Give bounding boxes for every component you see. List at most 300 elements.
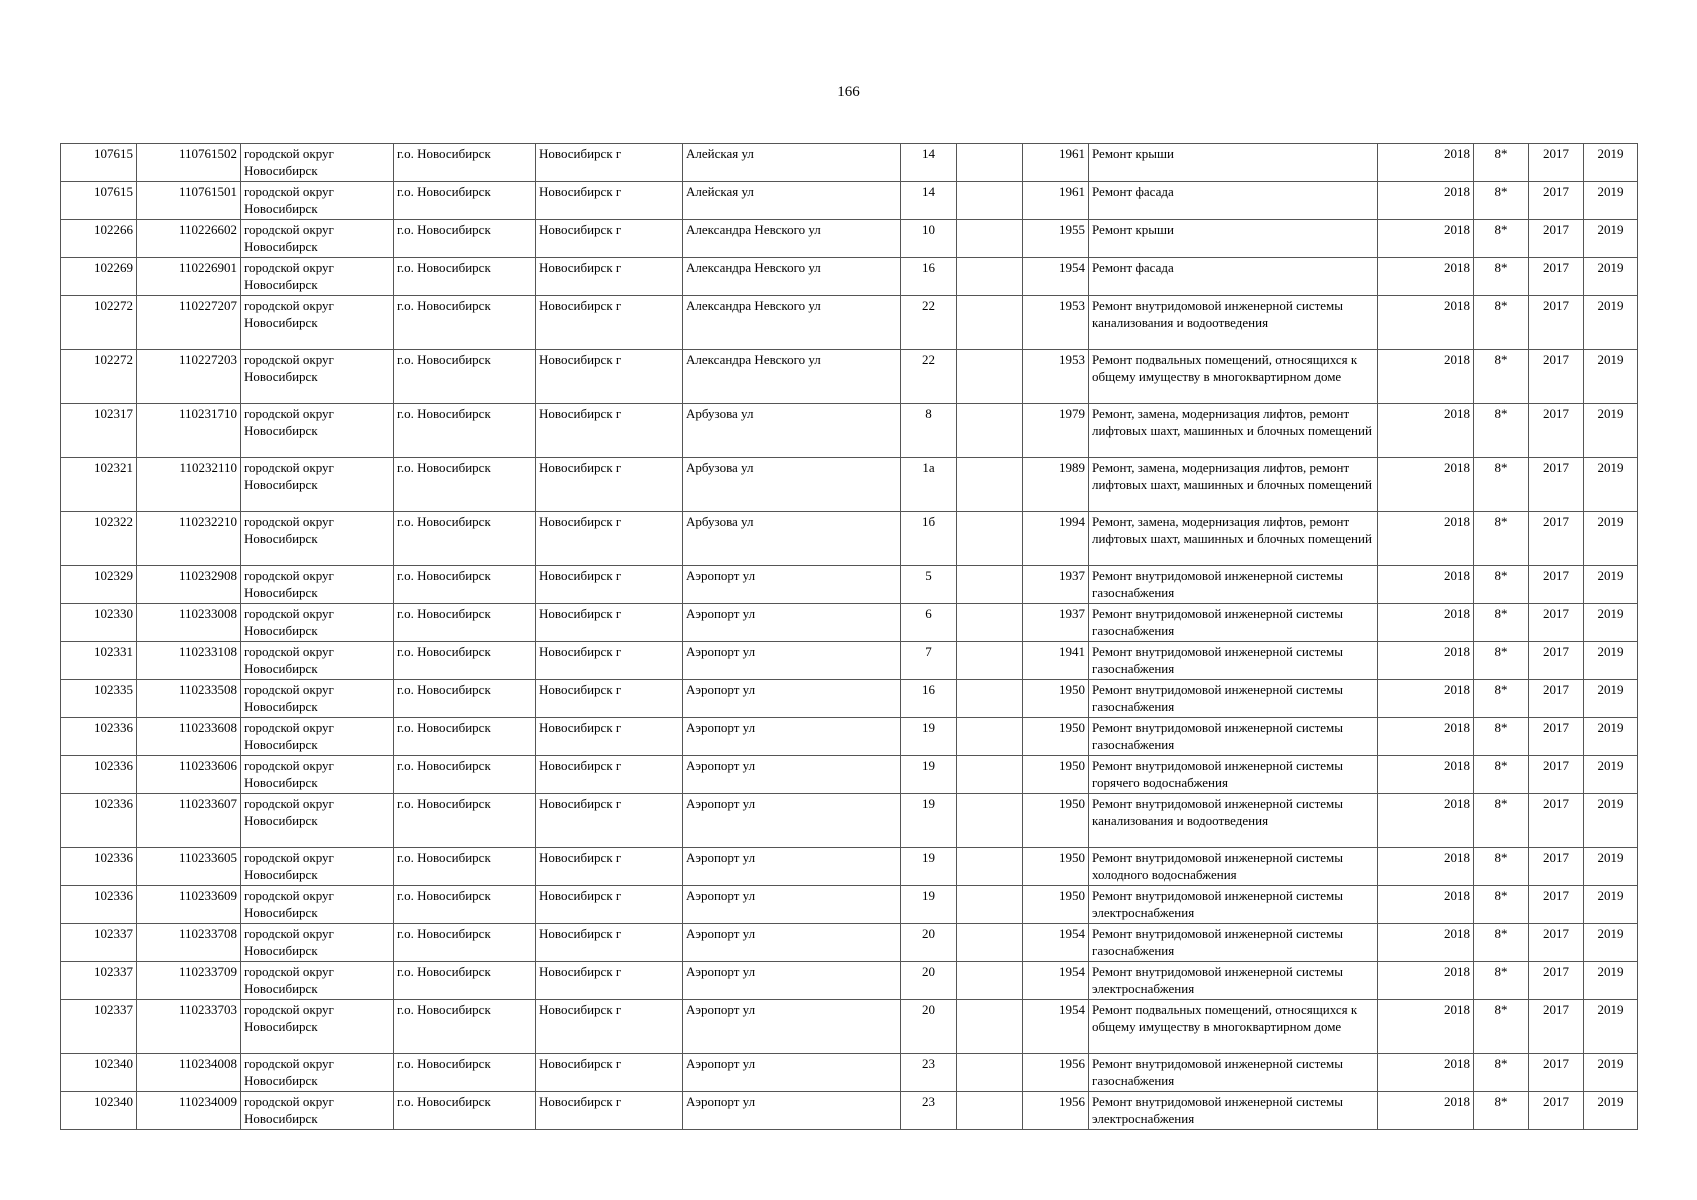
empty-cell-cell	[957, 886, 1023, 924]
mark-cell: 8*	[1474, 182, 1529, 220]
build-year-cell: 1950	[1023, 756, 1089, 794]
municipal-district-cell: городской округ Новосибирск	[241, 220, 394, 258]
plan-year-cell: 2018	[1378, 642, 1474, 680]
mark-cell: 8*	[1474, 512, 1529, 566]
table-row	[61, 848, 1638, 886]
build-year-cell: 1954	[1023, 1000, 1089, 1054]
period-end-cell: 2019	[1584, 718, 1638, 756]
build-year-cell: 1954	[1023, 962, 1089, 1000]
work-code-cell: 110233608	[137, 718, 241, 756]
mark-cell: 8*	[1474, 642, 1529, 680]
plan-year-cell: 2018	[1378, 1054, 1474, 1092]
table-row	[61, 458, 1638, 512]
plan-year-cell: 2018	[1378, 1000, 1474, 1054]
house-number-cell: 14	[901, 182, 957, 220]
work-code-cell: 110233508	[137, 680, 241, 718]
street-cell: Аэропорт ул	[683, 1054, 901, 1092]
build-year-cell: 1954	[1023, 924, 1089, 962]
build-year-cell: 1950	[1023, 718, 1089, 756]
plan-year-cell: 2018	[1378, 220, 1474, 258]
table-row	[61, 1092, 1638, 1130]
build-year-cell: 1950	[1023, 886, 1089, 924]
work-code-cell: 110226901	[137, 258, 241, 296]
work-code-cell: 110232908	[137, 566, 241, 604]
period-end-cell: 2019	[1584, 642, 1638, 680]
period-start-cell: 2017	[1529, 794, 1584, 848]
record-id-cell: 102336	[61, 794, 137, 848]
urban-district-cell: г.о. Новосибирск	[394, 924, 536, 962]
mark-cell: 8*	[1474, 1092, 1529, 1130]
build-year-cell: 1937	[1023, 566, 1089, 604]
work-type-cell: Ремонт внутридомовой инженерной системы электроснабжения	[1089, 1092, 1378, 1130]
period-start-cell: 2017	[1529, 350, 1584, 404]
urban-district-cell: г.о. Новосибирск	[394, 1054, 536, 1092]
house-number-cell: 19	[901, 848, 957, 886]
table-row	[61, 604, 1638, 642]
page-number: 166	[837, 84, 860, 100]
urban-district-cell: г.о. Новосибирск	[394, 512, 536, 566]
build-year-cell: 1979	[1023, 404, 1089, 458]
empty-cell-cell	[957, 258, 1023, 296]
city-cell: Новосибирск г	[536, 604, 683, 642]
work-code-cell: 110233709	[137, 962, 241, 1000]
empty-cell-cell	[957, 848, 1023, 886]
mark-cell: 8*	[1474, 350, 1529, 404]
work-type-cell: Ремонт, замена, модернизация лифтов, ремонт лифтовых шахт, машинных и блочных помещений	[1089, 458, 1378, 512]
work-type-cell: Ремонт подвальных помещений, относящихся к общему имуществу в многоквартирном доме	[1089, 350, 1378, 404]
build-year-cell: 1989	[1023, 458, 1089, 512]
work-type-cell: Ремонт внутридомовой инженерной системы газоснабжения	[1089, 924, 1378, 962]
mark-cell: 8*	[1474, 962, 1529, 1000]
build-year-cell: 1941	[1023, 642, 1089, 680]
period-start-cell: 2017	[1529, 756, 1584, 794]
municipal-district-cell: городской округ Новосибирск	[241, 680, 394, 718]
period-start-cell: 2017	[1529, 144, 1584, 182]
work-type-cell: Ремонт внутридомовой инженерной системы горячего водоснабжения	[1089, 756, 1378, 794]
work-code-cell: 110232110	[137, 458, 241, 512]
municipal-district-cell: городской округ Новосибирск	[241, 258, 394, 296]
work-code-cell: 110761501	[137, 182, 241, 220]
work-type-cell: Ремонт фасада	[1089, 182, 1378, 220]
empty-cell-cell	[957, 404, 1023, 458]
record-id-cell: 102272	[61, 350, 137, 404]
table-row	[61, 182, 1638, 220]
mark-cell: 8*	[1474, 680, 1529, 718]
house-number-cell: 1б	[901, 512, 957, 566]
house-number-cell: 16	[901, 258, 957, 296]
period-start-cell: 2017	[1529, 1000, 1584, 1054]
city-cell: Новосибирск г	[536, 1000, 683, 1054]
municipal-district-cell: городской округ Новосибирск	[241, 886, 394, 924]
empty-cell-cell	[957, 1092, 1023, 1130]
plan-year-cell: 2018	[1378, 144, 1474, 182]
period-end-cell: 2019	[1584, 680, 1638, 718]
period-end-cell: 2019	[1584, 924, 1638, 962]
period-end-cell: 2019	[1584, 144, 1638, 182]
period-start-cell: 2017	[1529, 642, 1584, 680]
urban-district-cell: г.о. Новосибирск	[394, 642, 536, 680]
municipal-district-cell: городской округ Новосибирск	[241, 182, 394, 220]
record-id-cell: 102336	[61, 718, 137, 756]
record-id-cell: 102337	[61, 1000, 137, 1054]
empty-cell-cell	[957, 144, 1023, 182]
table-row	[61, 296, 1638, 350]
mark-cell: 8*	[1474, 220, 1529, 258]
municipal-district-cell: городской округ Новосибирск	[241, 756, 394, 794]
work-type-cell: Ремонт внутридомовой инженерной системы электроснабжения	[1089, 886, 1378, 924]
record-id-cell: 102336	[61, 886, 137, 924]
municipal-district-cell: городской округ Новосибирск	[241, 296, 394, 350]
city-cell: Новосибирск г	[536, 680, 683, 718]
build-year-cell: 1937	[1023, 604, 1089, 642]
build-year-cell: 1994	[1023, 512, 1089, 566]
municipal-district-cell: городской округ Новосибирск	[241, 1054, 394, 1092]
period-end-cell: 2019	[1584, 512, 1638, 566]
municipal-district-cell: городской округ Новосибирск	[241, 458, 394, 512]
empty-cell-cell	[957, 642, 1023, 680]
work-type-cell: Ремонт крыши	[1089, 144, 1378, 182]
house-number-cell: 22	[901, 350, 957, 404]
mark-cell: 8*	[1474, 1054, 1529, 1092]
empty-cell-cell	[957, 512, 1023, 566]
mark-cell: 8*	[1474, 848, 1529, 886]
empty-cell-cell	[957, 1000, 1023, 1054]
table-row	[61, 220, 1638, 258]
house-number-cell: 20	[901, 924, 957, 962]
work-type-cell: Ремонт крыши	[1089, 220, 1378, 258]
city-cell: Новосибирск г	[536, 512, 683, 566]
record-id-cell: 102340	[61, 1092, 137, 1130]
period-end-cell: 2019	[1584, 182, 1638, 220]
urban-district-cell: г.о. Новосибирск	[394, 566, 536, 604]
work-type-cell: Ремонт внутридомовой инженерной системы газоснабжения	[1089, 566, 1378, 604]
work-type-cell: Ремонт внутридомовой инженерной системы газоснабжения	[1089, 604, 1378, 642]
street-cell: Аэропорт ул	[683, 642, 901, 680]
table-row	[61, 886, 1638, 924]
mark-cell: 8*	[1474, 924, 1529, 962]
empty-cell-cell	[957, 794, 1023, 848]
urban-district-cell: г.о. Новосибирск	[394, 962, 536, 1000]
build-year-cell: 1956	[1023, 1054, 1089, 1092]
build-year-cell: 1954	[1023, 258, 1089, 296]
plan-year-cell: 2018	[1378, 404, 1474, 458]
street-cell: Аэропорт ул	[683, 794, 901, 848]
period-start-cell: 2017	[1529, 848, 1584, 886]
municipal-district-cell: городской округ Новосибирск	[241, 924, 394, 962]
municipal-district-cell: городской округ Новосибирск	[241, 350, 394, 404]
street-cell: Аэропорт ул	[683, 1000, 901, 1054]
work-code-cell: 110234008	[137, 1054, 241, 1092]
work-type-cell: Ремонт подвальных помещений, относящихся к общему имуществу в многоквартирном доме	[1089, 1000, 1378, 1054]
city-cell: Новосибирск г	[536, 642, 683, 680]
house-number-cell: 19	[901, 718, 957, 756]
table-row	[61, 756, 1638, 794]
work-code-cell: 110233008	[137, 604, 241, 642]
street-cell: Александра Невского ул	[683, 220, 901, 258]
street-cell: Аэропорт ул	[683, 604, 901, 642]
house-number-cell: 23	[901, 1054, 957, 1092]
work-code-cell: 110227203	[137, 350, 241, 404]
urban-district-cell: г.о. Новосибирск	[394, 680, 536, 718]
record-id-cell: 107615	[61, 144, 137, 182]
plan-year-cell: 2018	[1378, 604, 1474, 642]
municipal-district-cell: городской округ Новосибирск	[241, 604, 394, 642]
urban-district-cell: г.о. Новосибирск	[394, 258, 536, 296]
plan-year-cell: 2018	[1378, 258, 1474, 296]
work-code-cell: 110227207	[137, 296, 241, 350]
work-code-cell: 110234009	[137, 1092, 241, 1130]
street-cell: Александра Невского ул	[683, 296, 901, 350]
table-row	[61, 144, 1638, 182]
empty-cell-cell	[957, 924, 1023, 962]
period-end-cell: 2019	[1584, 962, 1638, 1000]
street-cell: Александра Невского ул	[683, 350, 901, 404]
city-cell: Новосибирск г	[536, 458, 683, 512]
street-cell: Аэропорт ул	[683, 848, 901, 886]
house-number-cell: 20	[901, 962, 957, 1000]
work-type-cell: Ремонт внутридомовой инженерной системы газоснабжения	[1089, 1054, 1378, 1092]
record-id-cell: 107615	[61, 182, 137, 220]
work-type-cell: Ремонт, замена, модернизация лифтов, ремонт лифтовых шахт, машинных и блочных помещений	[1089, 512, 1378, 566]
house-number-cell: 16	[901, 680, 957, 718]
street-cell: Алейская ул	[683, 144, 901, 182]
empty-cell-cell	[957, 296, 1023, 350]
mark-cell: 8*	[1474, 1000, 1529, 1054]
period-start-cell: 2017	[1529, 512, 1584, 566]
plan-year-cell: 2018	[1378, 566, 1474, 604]
house-number-cell: 19	[901, 794, 957, 848]
period-end-cell: 2019	[1584, 756, 1638, 794]
plan-year-cell: 2018	[1378, 794, 1474, 848]
work-code-cell: 110233703	[137, 1000, 241, 1054]
empty-cell-cell	[957, 756, 1023, 794]
urban-district-cell: г.о. Новосибирск	[394, 182, 536, 220]
table-row	[61, 924, 1638, 962]
street-cell: Алейская ул	[683, 182, 901, 220]
city-cell: Новосибирск г	[536, 1054, 683, 1092]
table-row	[61, 1000, 1638, 1054]
period-start-cell: 2017	[1529, 962, 1584, 1000]
work-code-cell: 110233609	[137, 886, 241, 924]
record-id-cell: 102329	[61, 566, 137, 604]
municipal-district-cell: городской округ Новосибирск	[241, 794, 394, 848]
work-code-cell: 110232210	[137, 512, 241, 566]
urban-district-cell: г.о. Новосибирск	[394, 886, 536, 924]
urban-district-cell: г.о. Новосибирск	[394, 794, 536, 848]
mark-cell: 8*	[1474, 718, 1529, 756]
city-cell: Новосибирск г	[536, 350, 683, 404]
urban-district-cell: г.о. Новосибирск	[394, 220, 536, 258]
table-row	[61, 962, 1638, 1000]
street-cell: Арбузова ул	[683, 512, 901, 566]
house-number-cell: 20	[901, 1000, 957, 1054]
city-cell: Новосибирск г	[536, 848, 683, 886]
period-end-cell: 2019	[1584, 886, 1638, 924]
street-cell: Аэропорт ул	[683, 886, 901, 924]
work-code-cell: 110233708	[137, 924, 241, 962]
city-cell: Новосибирск г	[536, 566, 683, 604]
period-start-cell: 2017	[1529, 220, 1584, 258]
work-type-cell: Ремонт внутридомовой инженерной системы газоснабжения	[1089, 718, 1378, 756]
work-code-cell: 110233606	[137, 756, 241, 794]
work-code-cell: 110226602	[137, 220, 241, 258]
municipal-district-cell: городской округ Новосибирск	[241, 512, 394, 566]
city-cell: Новосибирск г	[536, 404, 683, 458]
municipal-district-cell: городской округ Новосибирск	[241, 144, 394, 182]
period-start-cell: 2017	[1529, 718, 1584, 756]
street-cell: Александра Невского ул	[683, 258, 901, 296]
plan-year-cell: 2018	[1378, 296, 1474, 350]
empty-cell-cell	[957, 718, 1023, 756]
period-end-cell: 2019	[1584, 566, 1638, 604]
urban-district-cell: г.о. Новосибирск	[394, 604, 536, 642]
empty-cell-cell	[957, 1054, 1023, 1092]
house-number-cell: 5	[901, 566, 957, 604]
street-cell: Аэропорт ул	[683, 718, 901, 756]
period-start-cell: 2017	[1529, 182, 1584, 220]
house-number-cell: 8	[901, 404, 957, 458]
mark-cell: 8*	[1474, 886, 1529, 924]
house-number-cell: 1а	[901, 458, 957, 512]
record-id-cell: 102331	[61, 642, 137, 680]
record-id-cell: 102266	[61, 220, 137, 258]
table-row	[61, 258, 1638, 296]
urban-district-cell: г.о. Новосибирск	[394, 350, 536, 404]
city-cell: Новосибирск г	[536, 756, 683, 794]
table-row	[61, 404, 1638, 458]
street-cell: Аэропорт ул	[683, 1092, 901, 1130]
build-year-cell: 1955	[1023, 220, 1089, 258]
mark-cell: 8*	[1474, 258, 1529, 296]
repair-register-table	[60, 143, 1638, 1130]
period-start-cell: 2017	[1529, 1092, 1584, 1130]
city-cell: Новосибирск г	[536, 886, 683, 924]
urban-district-cell: г.о. Новосибирск	[394, 848, 536, 886]
empty-cell-cell	[957, 566, 1023, 604]
street-cell: Аэропорт ул	[683, 566, 901, 604]
urban-district-cell: г.о. Новосибирск	[394, 404, 536, 458]
municipal-district-cell: городской округ Новосибирск	[241, 1000, 394, 1054]
work-type-cell: Ремонт внутридомовой инженерной системы канализования и водоотведения	[1089, 296, 1378, 350]
house-number-cell: 19	[901, 886, 957, 924]
city-cell: Новосибирск г	[536, 718, 683, 756]
period-end-cell: 2019	[1584, 404, 1638, 458]
plan-year-cell: 2018	[1378, 962, 1474, 1000]
mark-cell: 8*	[1474, 404, 1529, 458]
city-cell: Новосибирск г	[536, 258, 683, 296]
house-number-cell: 14	[901, 144, 957, 182]
urban-district-cell: г.о. Новосибирск	[394, 1092, 536, 1130]
build-year-cell: 1953	[1023, 350, 1089, 404]
period-start-cell: 2017	[1529, 1054, 1584, 1092]
record-id-cell: 102336	[61, 756, 137, 794]
build-year-cell: 1961	[1023, 182, 1089, 220]
house-number-cell: 22	[901, 296, 957, 350]
work-code-cell: 110233605	[137, 848, 241, 886]
record-id-cell: 102269	[61, 258, 137, 296]
city-cell: Новосибирск г	[536, 182, 683, 220]
plan-year-cell: 2018	[1378, 458, 1474, 512]
build-year-cell: 1956	[1023, 1092, 1089, 1130]
work-code-cell: 110761502	[137, 144, 241, 182]
period-end-cell: 2019	[1584, 1000, 1638, 1054]
empty-cell-cell	[957, 458, 1023, 512]
empty-cell-cell	[957, 182, 1023, 220]
urban-district-cell: г.о. Новосибирск	[394, 458, 536, 512]
plan-year-cell: 2018	[1378, 680, 1474, 718]
house-number-cell: 7	[901, 642, 957, 680]
period-end-cell: 2019	[1584, 350, 1638, 404]
mark-cell: 8*	[1474, 296, 1529, 350]
city-cell: Новосибирск г	[536, 794, 683, 848]
work-type-cell: Ремонт внутридомовой инженерной системы газоснабжения	[1089, 642, 1378, 680]
period-start-cell: 2017	[1529, 258, 1584, 296]
municipal-district-cell: городской округ Новосибирск	[241, 404, 394, 458]
record-id-cell: 102322	[61, 512, 137, 566]
urban-district-cell: г.о. Новосибирск	[394, 144, 536, 182]
empty-cell-cell	[957, 604, 1023, 642]
table-row	[61, 642, 1638, 680]
house-number-cell: 23	[901, 1092, 957, 1130]
mark-cell: 8*	[1474, 604, 1529, 642]
work-type-cell: Ремонт внутридомовой инженерной системы газоснабжения	[1089, 680, 1378, 718]
empty-cell-cell	[957, 680, 1023, 718]
period-start-cell: 2017	[1529, 296, 1584, 350]
urban-district-cell: г.о. Новосибирск	[394, 756, 536, 794]
build-year-cell: 1961	[1023, 144, 1089, 182]
work-type-cell: Ремонт внутридомовой инженерной системы холодного водоснабжения	[1089, 848, 1378, 886]
period-end-cell: 2019	[1584, 1092, 1638, 1130]
period-end-cell: 2019	[1584, 458, 1638, 512]
work-code-cell: 110233108	[137, 642, 241, 680]
period-start-cell: 2017	[1529, 680, 1584, 718]
period-start-cell: 2017	[1529, 566, 1584, 604]
street-cell: Аэропорт ул	[683, 924, 901, 962]
period-start-cell: 2017	[1529, 886, 1584, 924]
build-year-cell: 1953	[1023, 296, 1089, 350]
period-end-cell: 2019	[1584, 258, 1638, 296]
period-start-cell: 2017	[1529, 458, 1584, 512]
record-id-cell: 102317	[61, 404, 137, 458]
street-cell: Арбузова ул	[683, 458, 901, 512]
record-id-cell: 102337	[61, 962, 137, 1000]
table-row	[61, 512, 1638, 566]
empty-cell-cell	[957, 962, 1023, 1000]
period-start-cell: 2017	[1529, 404, 1584, 458]
plan-year-cell: 2018	[1378, 886, 1474, 924]
record-id-cell: 102272	[61, 296, 137, 350]
work-code-cell: 110233607	[137, 794, 241, 848]
plan-year-cell: 2018	[1378, 182, 1474, 220]
street-cell: Аэропорт ул	[683, 756, 901, 794]
plan-year-cell: 2018	[1378, 756, 1474, 794]
urban-district-cell: г.о. Новосибирск	[394, 296, 536, 350]
table-row	[61, 1054, 1638, 1092]
mark-cell: 8*	[1474, 566, 1529, 604]
work-code-cell: 110231710	[137, 404, 241, 458]
municipal-district-cell: городской округ Новосибирск	[241, 566, 394, 604]
city-cell: Новосибирск г	[536, 144, 683, 182]
mark-cell: 8*	[1474, 144, 1529, 182]
mark-cell: 8*	[1474, 794, 1529, 848]
period-end-cell: 2019	[1584, 296, 1638, 350]
table-row	[61, 566, 1638, 604]
municipal-district-cell: городской округ Новосибирск	[241, 962, 394, 1000]
record-id-cell: 102330	[61, 604, 137, 642]
plan-year-cell: 2018	[1378, 1092, 1474, 1130]
plan-year-cell: 2018	[1378, 350, 1474, 404]
record-id-cell: 102335	[61, 680, 137, 718]
